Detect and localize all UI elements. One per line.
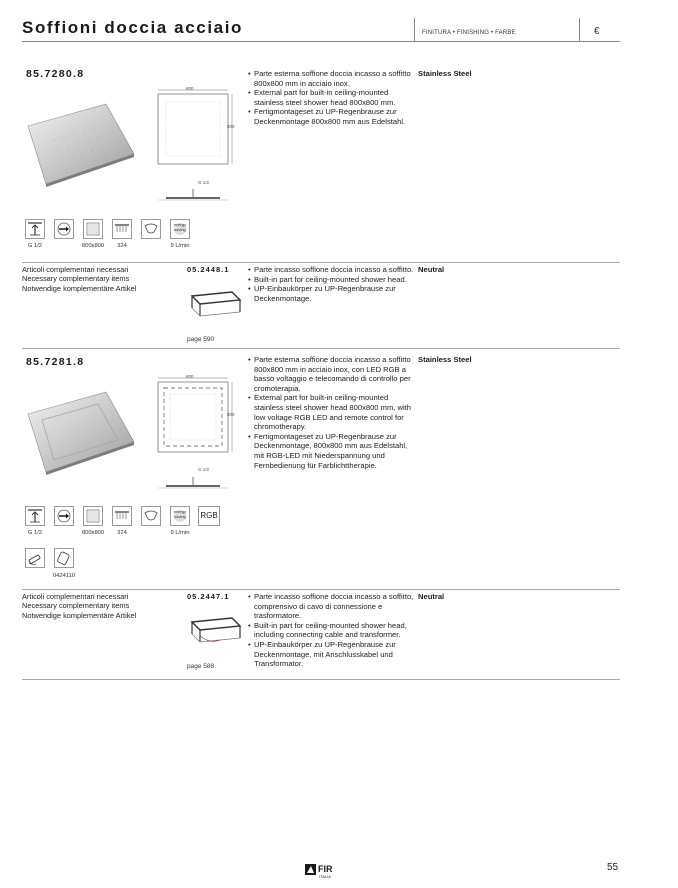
technical-drawing	[152, 84, 242, 206]
dimension-width: 800	[186, 86, 194, 91]
description-it: • Parte esterna soffione doccia incasso a soffitto 800x800 mm in acciaio inox.	[248, 69, 414, 88]
product-finish: Stainless Steel	[418, 355, 472, 364]
complementary-description	[248, 592, 414, 669]
complementary-code: 05.2448.1	[187, 265, 230, 274]
page-number: 55	[607, 862, 619, 873]
complementary-heading-de: Notwendige komplementäre Artikel	[22, 610, 137, 620]
icon-label: 800x800	[81, 243, 105, 249]
section-rule	[22, 679, 620, 680]
anti-limescale-icon	[141, 506, 161, 526]
icon-label: 9 L/min	[170, 243, 190, 249]
header-rule	[22, 41, 620, 42]
complementary-description	[248, 265, 414, 303]
grid-size-icon	[83, 506, 103, 526]
complementary-heading-it: Articoli complementari necessari	[22, 592, 129, 601]
product-description	[248, 355, 414, 470]
brand-logo-text: FIR	[318, 864, 333, 874]
icon-label: 800x800	[81, 530, 105, 536]
dimension-height: 800	[227, 412, 235, 417]
complementary-heading-de: Notwendige komplementäre Artikel	[22, 283, 137, 293]
complementary-code: 05.2447.1	[187, 592, 230, 601]
complementary-finish: Neutral	[418, 592, 445, 601]
rotation-icon	[54, 219, 74, 239]
brand-logo-subtext: ITALIA	[319, 874, 331, 879]
complementary-heading-en: Necessary complementary items	[22, 601, 130, 611]
rotation-icon	[54, 506, 74, 526]
section-rule	[22, 589, 620, 590]
page-reference: page 590	[187, 336, 215, 343]
product-photo	[24, 388, 136, 476]
dimension-width: 800	[186, 374, 194, 379]
dimension-height: 800	[227, 124, 235, 129]
description-de: • UP-Einbaukörper zu UP-Regenbrause zur Deckenmontage, mit Anschlusskabel und Transformator.	[248, 640, 414, 669]
product-finish: Stainless Steel	[418, 69, 472, 78]
nozzles-icon	[112, 219, 132, 239]
currency-column-header: €	[594, 26, 600, 37]
technical-drawing	[152, 372, 242, 494]
description-de: • UP-Einbaukörper zu UP-Regenbrause zur Deckenmontage.	[248, 284, 414, 303]
description-en: • Built-in part for ceiling-mounted shower head, including connecting cable and transformer.	[248, 621, 414, 640]
water-saving-text: energy saving	[173, 509, 187, 519]
complementary-finish: Neutral	[418, 265, 445, 274]
product-code: 85.7281.8	[26, 356, 85, 368]
ceiling-mount-icon	[25, 219, 45, 239]
description-en: • Built-in part for ceiling-mounted shower head.	[248, 275, 414, 285]
header-divider	[414, 18, 415, 42]
water-saving-text: energy saving	[173, 222, 187, 232]
built-in-part-image	[186, 614, 244, 646]
complementary-heading	[22, 592, 136, 620]
ceiling-mount-icon	[25, 506, 45, 526]
water-saving-icon	[170, 506, 190, 526]
description-en: • External part for built-in ceiling-mounted stainless steel shower head 800x800 mm.	[248, 88, 414, 107]
complementary-heading-en: Necessary complementary items	[22, 274, 130, 284]
grid-size-icon	[83, 219, 103, 239]
nozzles-icon	[112, 506, 132, 526]
complementary-heading	[22, 265, 136, 293]
product-description	[248, 69, 414, 127]
description-de: • Fertigmontageset zu UP-Regenbrause zur Deckenmontage, 800x800 mm aus Edelstahl, mit RGB-LED mit Niederspannung und Fernbedienung für Farblichttherapie.	[248, 432, 414, 470]
icon-label: 324	[117, 530, 127, 536]
icon-label: G 1/2	[27, 530, 43, 536]
product-code: 85.7280.8	[26, 68, 85, 80]
icon-label: 9 L/min	[170, 530, 190, 536]
icon-label: G 1/2	[27, 243, 43, 249]
connection-size: G 1/2	[198, 467, 210, 472]
finish-column-header: FINITURA • FINISHING • FARBE	[422, 30, 516, 36]
water-saving-icon	[170, 219, 190, 239]
led-module-icon	[54, 548, 74, 568]
connection-size: G 1/2	[198, 180, 210, 185]
description-en: • External part for built-in ceiling-mounted stainless steel shower head 800x800 mm, with low voltage RGB LED and remote control for chromotherapy.	[248, 393, 414, 431]
description-it: • Parte incasso soffione doccia incasso a soffitto.	[248, 265, 414, 275]
page-reference: page 588	[187, 663, 215, 670]
product-photo	[24, 100, 136, 188]
anti-limescale-icon	[141, 219, 161, 239]
accessory-code: 0424110	[52, 573, 76, 579]
description-it: • Parte incasso soffione doccia incasso a soffitto, comprensivo di cavo di connessione e trasformatore.	[248, 592, 414, 621]
description-de: • Fertigmontageset zu UP-Regenbrause zur Deckenmontage 800x800 mm aus Edelstahl.	[248, 107, 414, 126]
complementary-heading-it: Articoli complementari necessari	[22, 265, 129, 274]
section-rule	[22, 262, 620, 263]
remote-control-icon	[25, 548, 45, 568]
page-title: Soffioni doccia acciaio	[22, 18, 244, 37]
brand-logo	[305, 861, 345, 884]
section-rule	[22, 348, 620, 349]
header-divider	[579, 18, 580, 42]
rgb-led-icon: RGB	[198, 506, 220, 526]
built-in-part-image	[186, 288, 244, 318]
icon-label: 324	[117, 243, 127, 249]
description-it: • Parte esterna soffione doccia incasso a soffitto 800x800 mm in acciaio inox, con LED RGB a basso voltaggio e telecomando di controllo per cromoterapia.	[248, 355, 414, 393]
